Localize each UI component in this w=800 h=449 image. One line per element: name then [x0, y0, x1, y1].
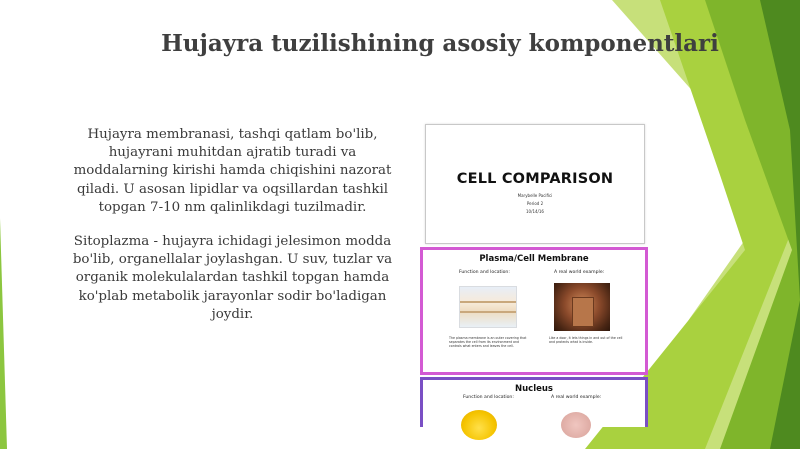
cover-date: 10/14/16 — [526, 209, 544, 214]
nucleus-example-image — [561, 412, 591, 438]
membrane-left-text: The plasma membrane is an outer covering that separates the cell from its environment and controls what enters and leaves the cell. — [449, 336, 527, 348]
cell-comparison-cover-image — [425, 124, 645, 244]
nucleus-left-label: Function and location: — [463, 395, 514, 400]
sun-image — [461, 410, 497, 440]
nucleus-heading: Nucleus — [515, 384, 553, 394]
slide-title: Hujayra tuzilishining asosiy komponentlari — [161, 30, 719, 57]
cover-author: Marybelle Pacifici — [517, 193, 553, 198]
paragraph-cytoplasm: Sitoplazma - hujayra ichidagi jelesimon modda bo'lib, organellalar joylashgan. U suv, tuzlar va organik molekulalardan tashkil topgan hamda ko'plab metabolik jarayonlar sodir bo'ladigan joydir. — [72, 234, 393, 322]
nucleus-image — [420, 377, 648, 427]
left-green-sliver — [0, 218, 7, 449]
cover-title: CELL COMPARISON — [456, 171, 614, 187]
nucleus-right-label: A real world example: — [551, 395, 602, 400]
membrane-left-label: Function and location: — [459, 270, 510, 275]
paragraph-membrane: Hujayra membranasi, tashqi qatlam bo'lib, hujayrani muhitdan ajratib turadi va moddalarning kirishi hamda chiqishini nazorat qiladi. U asosan lipidlar va oqsillardan tashkil topgan 7-10 nm qalinlikdagi tuzilmadir. — [73, 127, 392, 215]
membrane-right-label: A real world example: — [554, 270, 605, 275]
membrane-right-text: Like a door, it lets things in and out of the cell and protects what is inside. — [549, 336, 623, 344]
plasma-membrane-image — [420, 247, 648, 375]
membrane-diagram — [459, 286, 517, 328]
cover-period: Period 2 — [526, 201, 544, 206]
door-photo — [554, 283, 610, 331]
membrane-heading: Plasma/Cell Membrane — [479, 254, 589, 264]
